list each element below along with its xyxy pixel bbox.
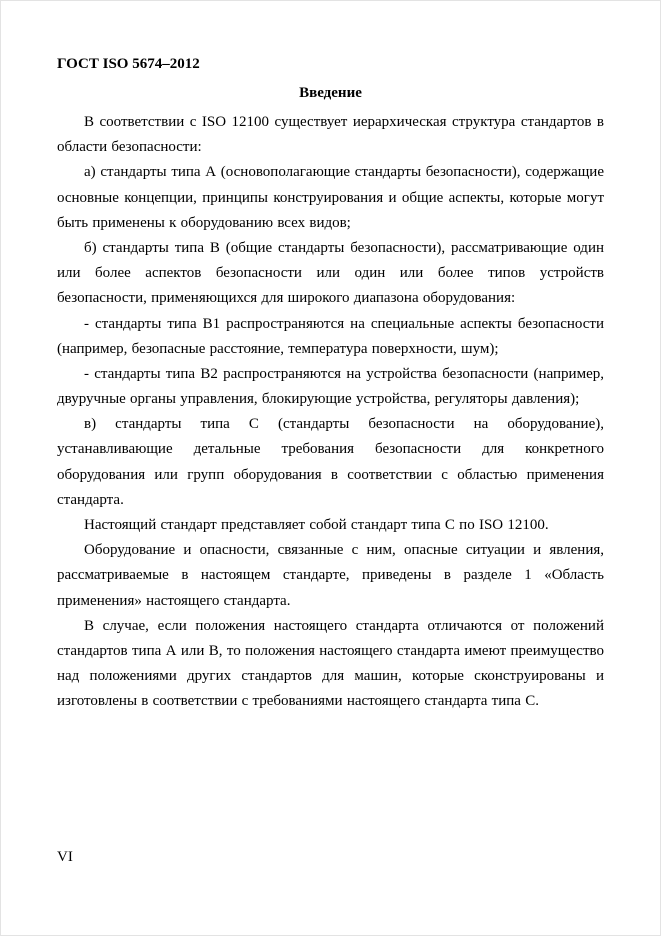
page-number: VI	[57, 849, 73, 865]
paragraph-standard-c: Настоящий стандарт представляет собой стандарт типа С по ISO 12100.	[84, 517, 549, 533]
paragraph-type-b: б) стандарты типа В (общие стандарты безопасности), рассматривающие один или более аспектов безопасности или один или более типов устройств безопасности, применяющихся для широкого диапазона оборудования:	[57, 239, 604, 307]
paragraph-type-b1: - стандарты типа В1 распространяются на специальные аспекты безопасности (например, безопасные расстояние, температура поверхности, шум);	[57, 315, 604, 357]
paragraph-intro: В соответствии с ISO 12100 существует иерархическая структура стандартов в области безопасности:	[57, 114, 604, 156]
paragraph-type-b2: - стандарты типа В2 распространяются на устройства безопасности (например, двуручные органы управления, блокирующие устройства, регуляторы давления);	[57, 365, 604, 408]
paragraph-precedence: В случае, если положения настоящего стандарта отличаются от положений стандартов типа А или В, то положения настоящего стандарта имеют преимущество над положениями других стандартов для машин, которые сконструированы и изготовлены в соответствии с требованиями настоящего стандарта типа С.	[57, 617, 604, 710]
document-designation: ГОСТ ISO 5674–2012	[57, 56, 200, 72]
paragraph-type-a: а) стандарты типа А (основополагающие стандарты безопасности), содержащие основные концепции, принципы конструирования и общие аспекты, которые могут быть применены к оборудованию всех видов;	[57, 164, 604, 231]
paragraph-scope: Оборудование и опасности, связанные с ним, опасные ситуации и явления, рассматриваемые в настоящем стандарте, приведены в разделе 1 «Область применения» настоящего стандарта.	[57, 542, 604, 609]
paragraph-type-c: в) стандарты типа С (стандарты безопасности на оборудование), устанавливающие детальные требования безопасности для конкретного оборудования или групп оборудования в соответствии с областью применения стандарта.	[57, 416, 604, 508]
section-title: Введение	[299, 85, 362, 101]
